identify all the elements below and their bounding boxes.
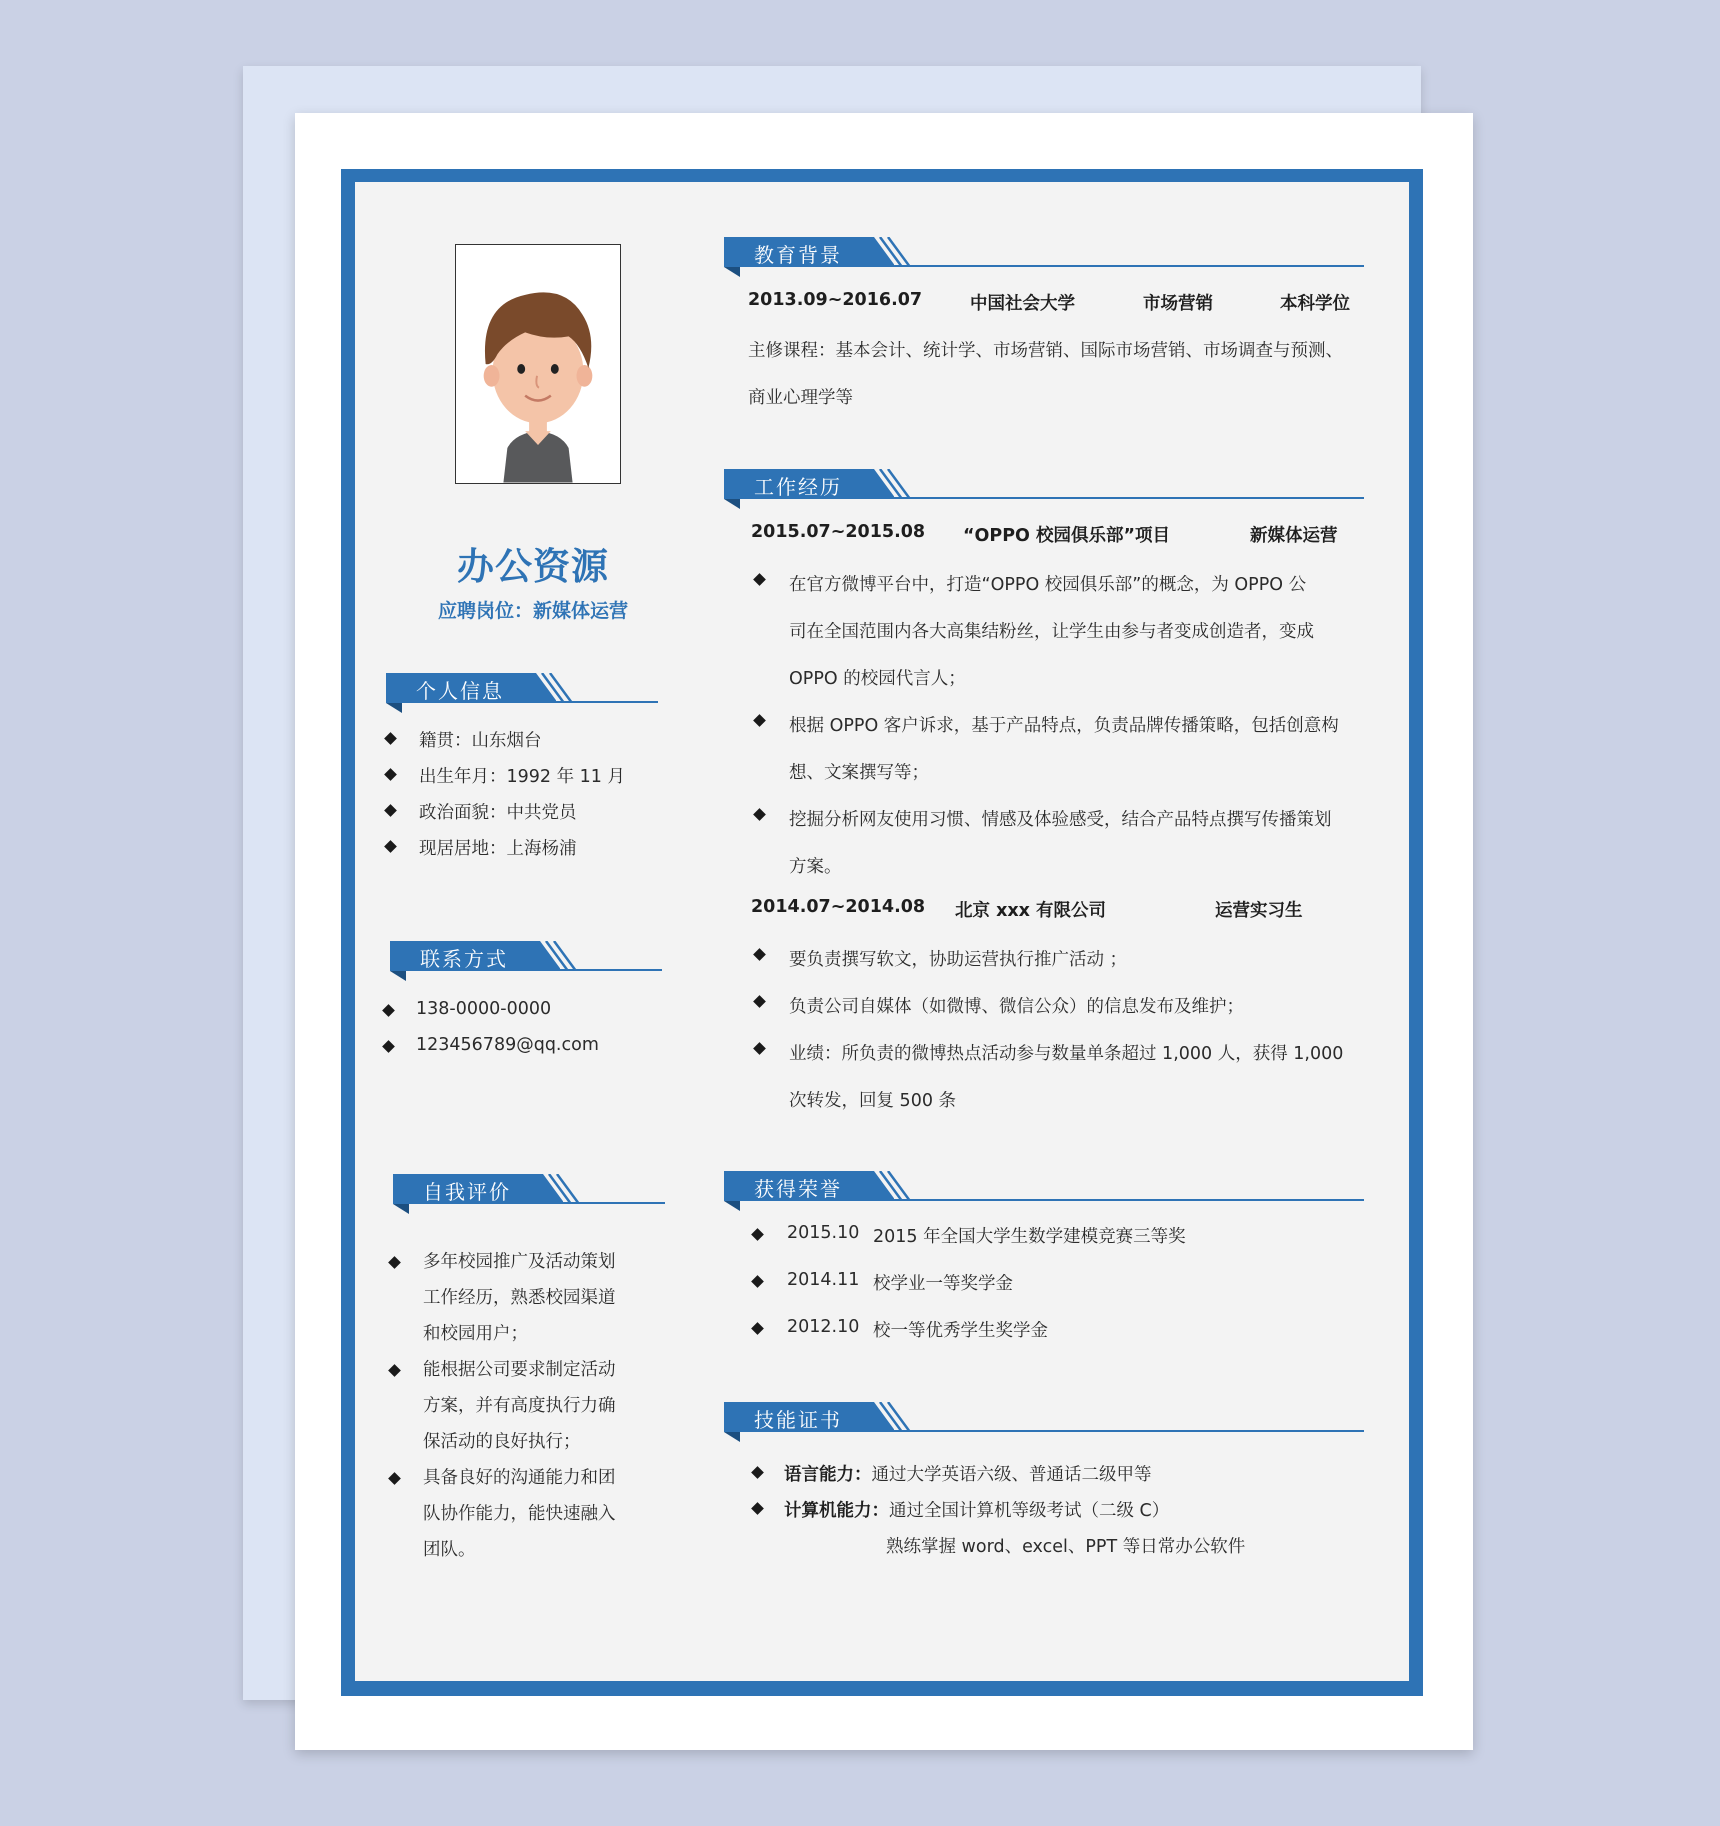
section-title: 个人信息 (416, 679, 504, 703)
self-eval-item: 多年校园推广及活动策划 工作经历，熟悉校园渠道 和校园用户； (423, 1252, 616, 1344)
work-period: 2015.07~2015.08 (751, 522, 926, 542)
section-header-education (724, 237, 1364, 273)
section-title: 教育背景 (754, 243, 842, 267)
work-bullet: 在官方微博平台中，打造“OPPO 校园俱乐部”的概念，为 OPPO 公 司在全国范围内各大高集结粉丝，让学生由参与者变成创造者，变成 OPPO 的校园代言人； (789, 575, 1314, 689)
self-eval-item: 能根据公司要求制定活动 方案，并有高度执行力确 保活动的良好执行； (423, 1360, 616, 1452)
honor-text: 校学业一等奖学金 (873, 1274, 1013, 1294)
self-eval-item: 具备良好的沟通能力和团 队协作能力，能快速融入 团队。 (423, 1468, 616, 1560)
education-major: 市场营销 (1143, 294, 1213, 314)
applied-position: 应聘岗位：新媒体运营 (437, 600, 628, 622)
skill-computer-cont: 熟练掌握 word、excel、PPT 等日常办公软件 (886, 1537, 1246, 1557)
section-header-contact (390, 941, 662, 977)
section-header-honors (724, 1171, 1364, 1207)
section-title: 工作经历 (754, 475, 842, 499)
profile-photo (455, 244, 621, 484)
honor-text: 2015 年全国大学生数学建模竞赛三等奖 (873, 1227, 1186, 1247)
work-bullet: 根据 OPPO 客户诉求，基于产品特点，负责品牌传播策略，包括创意构 想、文案撰写等； (789, 716, 1339, 783)
honor-date: 2014.11 (787, 1270, 860, 1290)
section-title: 获得荣誉 (754, 1177, 842, 1201)
section-header-skills (724, 1402, 1364, 1438)
work-period: 2014.07~2014.08 (751, 897, 926, 917)
education-courses: 主修课程：基本会计、统计学、市场营销、国际市场营销、市场调查与预测、 (748, 341, 1343, 361)
work-bullet: 挖掘分析网友使用习惯、情感及体验感受，结合产品特点撰写传播策划 方案。 (789, 810, 1332, 877)
skill-computer: 计算机能力：通过全国计算机等级考试（二级 C） (784, 1501, 1170, 1521)
contact-email: 123456789@qq.com (416, 1035, 599, 1055)
work-bullet: 负责公司自媒体（如微博、微信公众）的信息发布及维护； (789, 997, 1244, 1017)
work-org: “OPPO 校园俱乐部”项目 (963, 526, 1171, 546)
section-header-self-eval (393, 1174, 665, 1210)
section-title: 自我评价 (423, 1180, 511, 1204)
education-period: 2013.09~2016.07 (748, 290, 923, 310)
contact-phone: 138-0000-0000 (416, 999, 552, 1019)
honor-text: 校一等优秀学生奖学金 (873, 1321, 1048, 1341)
section-header-personal (386, 673, 658, 709)
honor-date: 2012.10 (787, 1317, 860, 1337)
personal-info-item: 出生年月：1992 年 11 月 (419, 767, 625, 787)
work-role: 新媒体运营 (1250, 526, 1338, 546)
work-bullet: 要负责撰写软文，协助运营执行推广活动 ； (789, 950, 1128, 970)
candidate-name: 办公资源 (457, 545, 609, 588)
personal-info-item: 现居居地：上海杨浦 (419, 839, 577, 859)
education-courses-cont: 商业心理学等 (748, 388, 853, 408)
work-org: 北京 xxx 有限公司 (955, 901, 1107, 921)
work-role: 运营实习生 (1215, 901, 1303, 921)
personal-info-item: 籍贯：山东烟台 (419, 731, 542, 751)
avatar-cartoon-icon (456, 245, 620, 483)
skill-language: 语言能力：通过大学英语六级、普通话二级甲等 (784, 1465, 1152, 1485)
education-school: 中国社会大学 (970, 294, 1075, 314)
section-header-work (724, 469, 1364, 505)
personal-info-item: 政治面貌：中共党员 (419, 803, 577, 823)
section-title: 联系方式 (420, 947, 508, 971)
education-degree: 本科学位 (1280, 294, 1350, 314)
section-title: 技能证书 (754, 1408, 842, 1432)
honor-date: 2015.10 (787, 1223, 860, 1243)
work-bullet: 业绩：所负责的微博热点活动参与数量单条超过 1,000 人，获得 1,000 次转发，回复 500 条 (789, 1044, 1344, 1111)
